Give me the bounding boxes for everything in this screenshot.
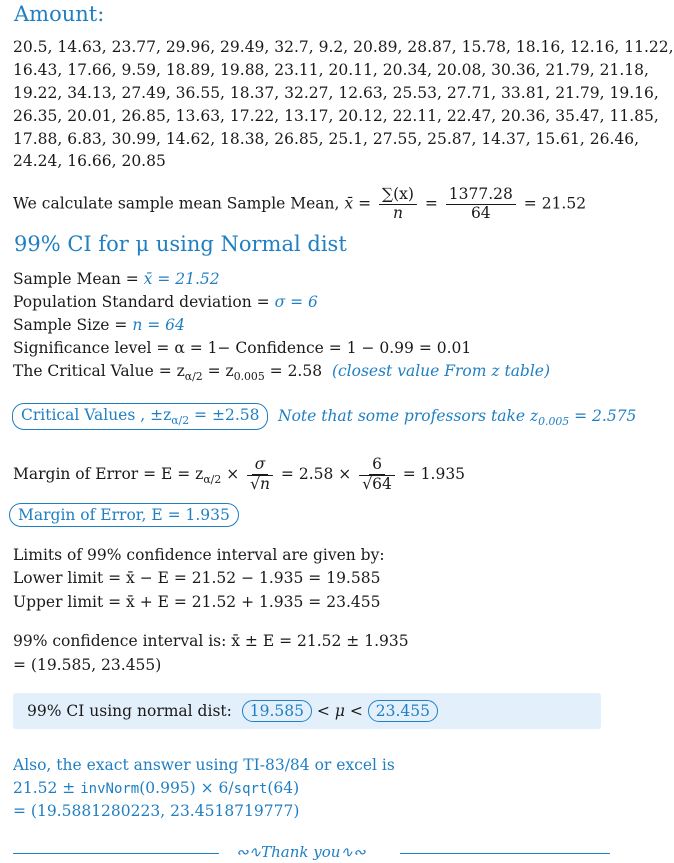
interval-line: 99% confidence interval is: x̄ ± E = 21.52 ± 1.935 <box>13 632 409 650</box>
sample-mean-label: Sample Mean = <box>13 270 139 288</box>
six-over-root-64 <box>359 456 395 494</box>
data-line: 24.24, 16.66, 20.85 <box>13 152 166 170</box>
data-line: 26.35, 20.01, 26.85, 13.63, 17.22, 13.17, 20.12, 22.11, 22.47, 20.36, 35.47, 11.85, <box>13 107 659 125</box>
data-line: 16.43, 17.66, 9.59, 18.89, 19.88, 23.11, 20.11, 20.34, 20.08, 30.36, 21.79, 21.18, <box>13 61 649 79</box>
sample-size-line <box>13 316 185 334</box>
ci-result-box <box>13 693 601 729</box>
exact-formula <box>13 779 299 797</box>
sample-mean-line <box>13 270 220 288</box>
ci-lower-pill: 19.585 <box>242 700 312 722</box>
margin-of-error-formula <box>13 456 465 494</box>
root-64: √64 <box>359 475 395 494</box>
margin-prefix: Margin of Error = E = z <box>13 464 204 483</box>
limits-intro: Limits of 99% confidence interval are given by: <box>13 546 385 564</box>
ci-middle: < μ < <box>316 702 363 720</box>
professor-note-prefix: Note that some professors take z <box>278 407 539 425</box>
professor-note <box>278 407 636 428</box>
critical-prefix: The Critical Value = z <box>13 362 185 380</box>
lower-limit: Lower limit = x̄ − E = 21.52 − 1.935 = 19.585 <box>13 569 381 587</box>
critical-mid: = z <box>202 362 234 380</box>
critical-pill-suffix: = ±2.58 <box>189 406 260 424</box>
exact-prefix: 21.52 ± <box>13 779 76 797</box>
margin-eq: = 2.58 × <box>280 464 352 483</box>
ci-result-text <box>27 702 438 720</box>
professor-note-suffix: = 2.575 <box>569 407 637 425</box>
footer-divider-right <box>400 853 610 854</box>
data-line: 20.5, 14.63, 23.77, 29.96, 29.49, 32.7, 9.2, 20.89, 28.87, 15.78, 18.16, 12.16, 11.22, <box>13 38 674 56</box>
mean-result: = 21.52 <box>523 194 587 213</box>
exact-end: (64) <box>267 779 300 797</box>
pop-sd-value: σ = 6 <box>274 293 318 311</box>
critical-pill-prefix: Critical Values , ±z <box>21 406 172 424</box>
amount-heading: Amount: <box>14 2 105 26</box>
sigma-over-root-n <box>247 456 273 494</box>
margin-result: = 1.935 <box>402 464 466 483</box>
mean-calc-prefix: We calculate sample mean Sample Mean, <box>13 194 340 213</box>
ci-upper-pill: 23.455 <box>368 700 438 722</box>
exact-intro: Also, the exact answer using TI-83/84 or excel is <box>13 756 395 774</box>
mean-value-fraction <box>446 186 516 223</box>
critical-sub: 0.005 <box>233 370 265 384</box>
interval-result: = (19.585, 23.455) <box>13 656 162 674</box>
mean-formula-numerator: ∑(x) <box>379 186 417 205</box>
footer-divider-left <box>13 853 219 854</box>
mean-formula-fraction <box>379 186 417 223</box>
xbar-symbol: x̄ = <box>344 194 372 213</box>
critical-pill-sub: α/2 <box>171 414 190 428</box>
sqrt-code: sqrt <box>233 781 268 797</box>
root-n: √n <box>247 475 273 494</box>
sample-size-label: Sample Size = <box>13 316 128 334</box>
critical-value-line <box>13 362 550 383</box>
professor-note-sub: 0.005 <box>538 415 570 429</box>
significance-line: Significance level = α = 1− Confidence = 1 − 0.99 = 0.01 <box>13 339 472 357</box>
mean-formula-denominator: n <box>392 203 403 222</box>
sigma: σ <box>252 456 269 475</box>
ci-heading: 99% CI for μ using Normal dist <box>14 232 347 256</box>
ci-result-label: 99% CI using normal dist: <box>27 702 232 720</box>
mean-count: 64 <box>470 203 491 222</box>
mean-sum: 1377.28 <box>446 186 516 205</box>
pop-sd-line <box>13 293 318 311</box>
exact-result: = (19.5881280223, 23.4518719777) <box>13 802 300 820</box>
mean-calculation: We calculate sample mean Sample Mean, x̄ = $\frac{\sum(x)}{n}$ = $\frac{1377.28}{64}$ = 21.52 <box>13 185 587 222</box>
invnorm-code: invNorm <box>80 781 140 797</box>
data-line: 19.22, 34.13, 27.49, 36.55, 18.37, 32.27, 12.63, 25.53, 27.71, 33.81, 21.79, 19.16, <box>13 84 659 102</box>
critical-result: = 2.58 <box>264 362 323 380</box>
margin-sub: α/2 <box>203 472 222 486</box>
critical-values-pill <box>12 403 268 430</box>
data-line: 17.88, 6.83, 30.99, 14.62, 18.38, 26.85, 25.1, 27.55, 25.87, 14.37, 15.61, 26.46, <box>13 130 640 148</box>
sample-mean-value: x̄ = 21.52 <box>143 270 220 288</box>
margin-of-error-pill: Margin of Error, E = 1.935 <box>9 503 239 527</box>
upper-limit: Upper limit = x̄ + E = 21.52 + 1.935 = 23.455 <box>13 593 381 611</box>
sample-size-value: n = 64 <box>132 316 185 334</box>
exact-mid: (0.995) × 6/ <box>139 779 234 797</box>
critical-note: (closest value From z table) <box>331 362 551 380</box>
times-symbol: × <box>226 464 240 483</box>
six: 6 <box>369 456 385 475</box>
thank-you-footer: ∾∿Thank you∿∾ <box>236 843 366 861</box>
pop-sd-label: Population Standard deviation = <box>13 293 270 311</box>
critical-sub: α/2 <box>184 370 203 384</box>
